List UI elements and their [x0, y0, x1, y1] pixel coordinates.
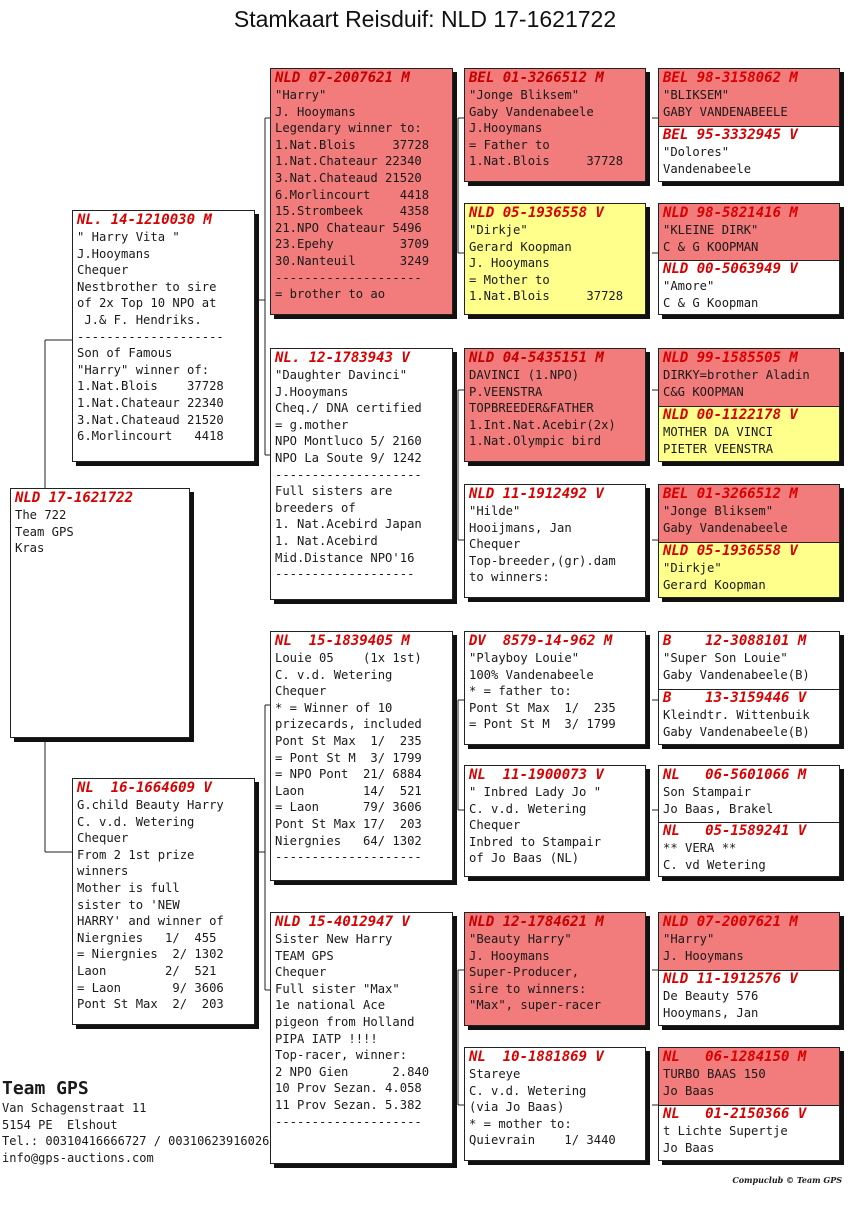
mm-line: Chequer [275, 965, 327, 980]
mfm-ring-number: NL 11-1900073 V [469, 767, 604, 783]
copyright-note: Compuclub © Team GPS [732, 1175, 842, 1185]
ff-line: 3.Nat.Chateaud 21520 [275, 170, 422, 185]
fm-line: breeders of [275, 500, 356, 515]
mother-line: G.child Beauty Harry [77, 798, 224, 812]
gen4-line: GABY VANDENABEELE [663, 104, 788, 119]
subject-line: Kras [15, 541, 45, 556]
father-line: 1.Nat.Chateaur 22340 [77, 395, 224, 410]
ff-line: 15.Strombeek 4358 [275, 204, 430, 219]
brand-name: Team GPS [2, 1078, 89, 1099]
father-line: 1.Nat.Blois 37728 [77, 379, 224, 394]
mmf-line: sire to winners: [469, 981, 587, 996]
mm-line: 11 Prov Sezan. 5.382 [275, 1097, 422, 1112]
gen4-line: "Amore" [663, 279, 715, 293]
fm-line: -------------------- [275, 467, 422, 482]
gen4-divider [659, 689, 839, 690]
email-line[interactable]: info@gps-auctions.com [2, 1150, 154, 1165]
fff-line: = Father to [469, 137, 550, 152]
fm-line: 1. Nat.Acebird Japan [275, 517, 422, 532]
gen4-ring-number: BEL 98-3158062 M [663, 70, 798, 86]
mf-line: Laon 14/ 521 [275, 783, 422, 798]
fm-line: J.Hooymans [275, 384, 349, 399]
gen4-ring-number: NLD 00-5063949 V [663, 261, 798, 277]
gen4-pair-card [658, 631, 840, 745]
gen4-line: Jo Baas, Brakel [663, 801, 774, 816]
gen4-dam-cell [659, 406, 839, 462]
gen4-dam-cell [659, 260, 839, 315]
gen4-divider [659, 126, 839, 127]
mm-line: PIPA IATP !!!! [275, 1031, 378, 1046]
mm-line: 1e national Ace [275, 998, 386, 1013]
ggsire-mmf-card [464, 912, 646, 1026]
gen4-ring-number: NLD 11-1912576 V [663, 971, 798, 987]
mmf-ring-number: NLD 12-1784621 M [469, 914, 604, 930]
mmf-line: "Max", super-racer [469, 998, 602, 1013]
fmm-line: Hooijmans, Jan [469, 520, 572, 535]
father-line: "Harry" winner of: [77, 362, 210, 377]
fmm-line: Chequer [469, 537, 521, 552]
gen4-ring-number: NL 01-2150366 V [663, 1106, 807, 1122]
gen4-line: Vandenabeele [663, 161, 752, 176]
fm-line: NPO Montluco 5/ 2160 [275, 434, 422, 449]
mm-line: 10 Prov Sezan. 4.058 [275, 1081, 422, 1096]
gen4-divider [659, 822, 839, 823]
ff-line: J. Hooymans [275, 104, 356, 119]
ff-line: 21.NPO Chateaur 5496 [275, 220, 422, 235]
gen4-line: Kleindtr. Wittenbuik [663, 708, 810, 722]
ff-line: 1.Nat.Chateaur 22340 [275, 154, 422, 169]
mfm-line: C. v.d. Wetering [469, 801, 587, 816]
gen4-ring-number: BEL 01-3266512 M [663, 486, 798, 502]
subject-card [10, 488, 190, 738]
father-line: of 2x Top 10 NPO at [77, 296, 217, 311]
mff-line: 100% Vandenabeele [469, 667, 594, 682]
mf-line: = NPO Pont 21/ 6884 [275, 767, 422, 782]
mm-line: Top-racer, winner: [275, 1048, 408, 1063]
mfm-line: " Inbred Lady Jo " [469, 785, 602, 799]
gen4-line: t Lichte Supertje [663, 1124, 788, 1138]
fmf-line: DAVINCI (1.NPO) [469, 368, 580, 382]
gen4-pair-card [658, 484, 840, 598]
fm-line: = g.mother [275, 417, 349, 432]
mff-line: * = father to: [469, 684, 572, 699]
gen4-line: Son Stampair [663, 785, 752, 799]
mother-card [72, 778, 255, 1025]
fm-ring-number: NL. 12-1783943 V [275, 350, 410, 366]
mother-line: = Niergnies 2/ 1302 [77, 947, 224, 962]
mfm-line: Inbred to Stampair [469, 834, 602, 849]
gen4-pair-card [658, 1047, 840, 1161]
fff-line: 1.Nat.Blois 37728 [469, 154, 624, 169]
gen4-line: Hooymans, Jan [663, 1005, 759, 1020]
fmf-line: P.VEENSTRA [469, 384, 543, 399]
gen4-sire-cell [659, 766, 839, 822]
subject-line: The 722 [15, 508, 67, 522]
mf-line: * = Winner of 10 [275, 700, 393, 715]
gen4-divider [659, 260, 839, 261]
gen4-line: De Beauty 576 [663, 989, 759, 1003]
father-line: J.& F. Hendriks. [77, 312, 202, 327]
gen4-line: DIRKY=brother Aladin [663, 368, 810, 382]
mm-ring-number: NLD 15-4012947 V [275, 914, 410, 930]
mother-line: Pont St Max 2/ 203 [77, 997, 224, 1012]
gen4-line: C & G KOOPMAN [663, 239, 759, 254]
fmf-line: 1.Nat.Olympic bird [469, 434, 602, 449]
mf-ring-number: NL 15-1839405 M [275, 633, 410, 649]
ff-line: 1.Nat.Blois 37728 [275, 137, 430, 152]
gen4-ring-number: NL 06-1284150 M [663, 1049, 807, 1065]
mf-line: Pont St Max 17/ 203 [275, 816, 422, 831]
gen4-ring-number: B 13-3159446 V [663, 690, 807, 706]
mf-line: = Pont St M 3/ 1799 [275, 750, 422, 765]
mmf-line: J. Hooymans [469, 948, 550, 963]
gen4-pair-card [658, 765, 840, 877]
ggdam-mfm-card [464, 765, 646, 877]
father-line: Chequer [77, 263, 129, 278]
mother-line: HARRY' and winner of [77, 914, 224, 929]
father-line: -------------------- [77, 329, 224, 344]
gen4-line: Jo Baas [663, 1083, 715, 1098]
mother-line: Mother is full [77, 880, 180, 895]
father-line: Nestbrother to sire [77, 279, 217, 294]
contact-block [2, 1078, 269, 1166]
phone-line: Tel.: 00310416666727 / 00310623916026 [2, 1134, 270, 1148]
fff-line: "Jonge Bliksem" [469, 88, 580, 102]
gen4-dam-cell [659, 970, 839, 1026]
mf-line: C. v.d. Wetering [275, 667, 393, 682]
gen4-ring-number: BEL 95-3332945 V [663, 127, 798, 143]
ggdam-mmm-card [464, 1047, 646, 1161]
gen4-pair-card [658, 68, 840, 182]
ff-line: 23.Epehy 3709 [275, 237, 430, 252]
gen4-line: C. vd Wetering [663, 857, 766, 872]
father-line: " Harry Vita " [77, 230, 180, 244]
mm-line: Sister New Harry [275, 932, 393, 946]
gen4-dam-cell [659, 126, 839, 182]
mf-line: = Laon 79/ 3606 [275, 800, 422, 815]
gen4-sire-cell [659, 69, 839, 126]
subject-ring-number: NLD 17-1621722 [15, 490, 134, 506]
fff-line: J.Hooymans [469, 121, 543, 136]
gen4-divider [659, 1105, 839, 1106]
ggdam-ffm-card [464, 203, 646, 315]
grandsire-paternal-card [270, 68, 453, 315]
gen4-line: C & G Koopman [663, 295, 759, 310]
mf-line: Chequer [275, 684, 327, 699]
mmm-line: * = mother to: [469, 1116, 572, 1131]
fmm-line: "Hilde" [469, 504, 521, 518]
ffm-line: = Mother to [469, 272, 550, 287]
mff-line: = Pont St M 3/ 1799 [469, 717, 616, 732]
gen4-line: Gaby Vandenabeele(B) [663, 667, 810, 682]
gen4-divider [659, 542, 839, 543]
mfm-line: of Jo Baas (NL) [469, 851, 580, 866]
gen4-dam-cell [659, 689, 839, 745]
page-title: Stamkaart Reisduif: NLD 17-1621722 [233, 6, 617, 32]
mother-line: winners [77, 864, 129, 879]
gen4-line: "Jonge Bliksem" [663, 504, 774, 518]
mmm-ring-number: NL 10-1881869 V [469, 1049, 604, 1065]
gen4-line: "KLEINE DIRK" [663, 223, 759, 237]
mm-line: -------------------- [275, 1114, 422, 1129]
fff-ring-number: BEL 01-3266512 M [469, 70, 604, 86]
gen4-sire-cell [659, 913, 839, 970]
fm-line: ------------------- [275, 567, 415, 582]
gen4-line: MOTHER DA VINCI [663, 425, 774, 439]
mother-line: sister to 'NEW [77, 897, 180, 912]
mfm-line: Chequer [469, 818, 521, 833]
gen4-ring-number: NL 06-5601066 M [663, 767, 807, 783]
mm-line: TEAM GPS [275, 948, 334, 963]
mmm-line: C. v.d. Wetering [469, 1083, 587, 1098]
gen4-line: "Dolores" [663, 145, 730, 159]
mff-ring-number: DV 8579-14-962 M [469, 633, 613, 649]
gen4-sire-cell [659, 204, 839, 260]
ff-line: -------------------- [275, 270, 422, 285]
fm-line: Cheq./ DNA certified [275, 401, 422, 416]
mf-line: Louie 05 (1x 1st) [275, 651, 422, 665]
father-line: 6.Morlincourt 4418 [77, 429, 224, 444]
gen4-divider [659, 970, 839, 971]
gen4-line: "Harry" [663, 932, 715, 946]
ff-line: = brother to ao [275, 287, 386, 302]
fm-line: 1. Nat.Acebird [275, 533, 378, 548]
granddam-paternal-card [270, 348, 453, 600]
address-line: 5154 PE Elshout [2, 1117, 118, 1132]
mother-line: Laon 2/ 521 [77, 963, 217, 978]
gen4-sire-cell [659, 632, 839, 689]
fm-line: NPO La Soute 9/ 1242 [275, 450, 422, 465]
subject-line: Team GPS [15, 524, 74, 539]
mf-line: prizecards, included [275, 717, 422, 732]
mother-line: Niergnies 1/ 455 [77, 930, 217, 945]
gen4-pair-card [658, 203, 840, 315]
ffm-line: J. Hooymans [469, 256, 550, 271]
gen4-ring-number: B 12-3088101 M [663, 633, 807, 649]
ff-line: "Harry" [275, 88, 327, 102]
fmm-line: to winners: [469, 570, 550, 585]
gen4-dam-cell [659, 822, 839, 877]
gen4-line: "Dirkje" [663, 561, 722, 575]
grandsire-maternal-card [270, 631, 453, 881]
fmf-line: TOPBREEDER&FATHER [469, 401, 594, 416]
ggdam-fmm-card [464, 484, 646, 598]
ffm-line: 1.Nat.Blois 37728 [469, 289, 624, 304]
gen4-dam-cell [659, 1105, 839, 1161]
ffm-line: "Dirkje" [469, 223, 528, 237]
gen4-ring-number: NLD 07-2007621 M [663, 914, 798, 930]
gen4-ring-number: NLD 98-5821416 M [663, 205, 798, 221]
granddam-maternal-card [270, 912, 453, 1164]
gen4-line: TURBO BAAS 150 [663, 1067, 766, 1081]
father-line: 3.Nat.Chateaud 21520 [77, 412, 224, 427]
gen4-line: Gaby Vandenabeele [663, 520, 788, 535]
gen4-sire-cell [659, 349, 839, 406]
fmf-line: 1.Int.Nat.Acebir(2x) [469, 417, 616, 432]
mother-line: C. v.d. Wetering [77, 814, 195, 829]
mm-line: pigeon from Holland [275, 1014, 415, 1029]
address-line: Van Schagenstraat 11 [2, 1101, 147, 1115]
gen4-pair-card [658, 912, 840, 1026]
mmm-line: Quievrain 1/ 3440 [469, 1133, 616, 1148]
mother-line: = Laon 9/ 3606 [77, 980, 224, 995]
ff-ring-number: NLD 07-2007621 M [275, 70, 410, 86]
fmf-ring-number: NLD 04-5435151 M [469, 350, 604, 366]
mff-line: Pont St Max 1/ 235 [469, 700, 616, 715]
gen4-line: Gerard Koopman [663, 577, 766, 592]
mff-line: "Playboy Louie" [469, 651, 580, 665]
ggsire-mff-card [464, 631, 646, 745]
gen4-divider [659, 406, 839, 407]
gen4-ring-number: NLD 05-1936558 V [663, 543, 798, 559]
mother-line: Chequer [77, 831, 129, 846]
father-line: J.Hooymans [77, 246, 151, 261]
fm-line: Full sisters are [275, 484, 393, 499]
gen4-line: PIETER VEENSTRA [663, 441, 774, 456]
ggsire-fff-card [464, 68, 646, 182]
fmm-ring-number: NLD 11-1912492 V [469, 486, 604, 502]
gen4-pair-card [658, 348, 840, 462]
ggsire-fmf-card [464, 348, 646, 462]
gen4-ring-number: NLD 99-1585505 M [663, 350, 798, 366]
ff-line: 30.Nanteuil 3249 [275, 253, 430, 268]
gen4-line: ** VERA ** [663, 841, 737, 855]
gen4-line: J. Hooymans [663, 948, 744, 963]
father-ring-number: NL. 14-1210030 M [77, 212, 212, 228]
mm-line: 2 NPO Gien 2.840 [275, 1064, 430, 1079]
gen4-ring-number: NLD 00-1122178 V [663, 407, 798, 423]
fmm-line: Top-breeder,(gr).dam [469, 553, 616, 568]
ff-line: Legendary winner to: [275, 121, 422, 136]
gen4-line: Gaby Vandenabeele(B) [663, 724, 810, 739]
mf-line: -------------------- [275, 850, 422, 865]
father-card [72, 210, 255, 462]
gen4-sire-cell [659, 485, 839, 542]
gen4-line: Jo Baas [663, 1140, 715, 1155]
ffm-line: Gerard Koopman [469, 239, 572, 254]
mmm-line: Stareye [469, 1067, 521, 1081]
gen4-line: "BLIKSEM" [663, 88, 730, 102]
mother-ring-number: NL 16-1664609 V [77, 780, 212, 796]
fm-line: Mid.Distance NPO'16 [275, 550, 415, 565]
gen4-line: C&G KOOPMAN [663, 384, 744, 399]
gen4-sire-cell [659, 1048, 839, 1105]
ffm-ring-number: NLD 05-1936558 V [469, 205, 604, 221]
gen4-line: "Super Son Louie" [663, 651, 788, 665]
ff-line: 6.Morlincourt 4418 [275, 187, 430, 202]
mmm-line: (via Jo Baas) [469, 1100, 565, 1115]
mf-line: Pont St Max 1/ 235 [275, 733, 422, 748]
mother-line: From 2 1st prize [77, 847, 195, 862]
gen4-ring-number: NL 05-1589241 V [663, 823, 807, 839]
mmf-line: Super-Producer, [469, 965, 580, 980]
fff-line: Gaby Vandenabeele [469, 104, 594, 119]
mf-line: Niergnies 64/ 1302 [275, 833, 422, 848]
fm-line: "Daughter Davinci" [275, 368, 408, 382]
mmf-line: "Beauty Harry" [469, 932, 572, 946]
gen4-dam-cell [659, 542, 839, 598]
father-line: Son of Famous [77, 346, 173, 361]
mm-line: Full sister "Max" [275, 981, 400, 996]
